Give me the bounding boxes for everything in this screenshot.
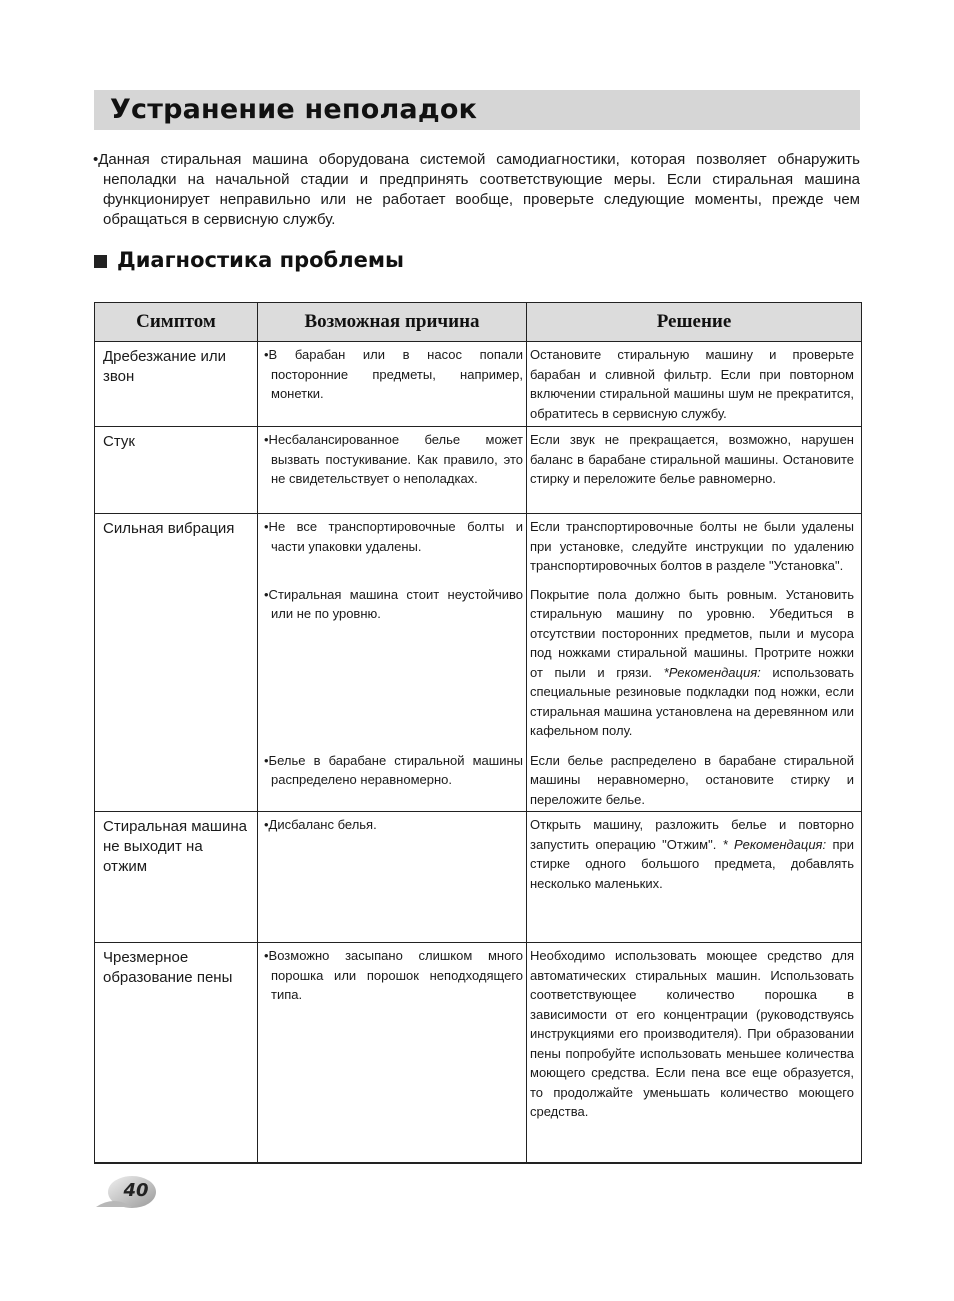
solution-text: использовать специальные резиновые подкладки под ножки, если стиральная машина установлена на деревянном или кафельном полу. (530, 664, 854, 738)
symptom-cell: Дребезжание или звон (103, 348, 227, 385)
cause-cell: •Дисбаланс белья. (264, 817, 377, 832)
symptom-cell: Стиральная машина не выходит на отжим (103, 818, 247, 875)
section-title: Диагностика проблемы (117, 248, 404, 272)
square-bullet-icon (94, 255, 107, 268)
table-header-row (95, 303, 862, 342)
cause-cell: •Возможно засыпано слишком много порошка или порошок неподходящего типа. (264, 948, 523, 1002)
solution-cell: Необходимо использовать моющее средство для автоматических стиральных машин. Использовать соответствующее количество порошка в зависимости от его концентрации (руководствуясь инструкциями его производителя). При образовании пены попробуйте использовать меньшее количества моющего средства. Если пена все еще образуется, то продолжайте уменьшать количество моющего средства. (530, 948, 854, 1119)
solution-cell (527, 812, 861, 893)
table-row (95, 342, 862, 427)
header-cause: Возможная причина (258, 303, 527, 342)
cause-cell: •Белье в барабане стиральной машины распределено неравномерно. (264, 752, 523, 787)
solution-cell: Остановите стиральную машину и проверьте барабан и сливной фильтр. Если при повторном включении стиральной машины шум не прекратится, обратитесь в сервисную службу. (530, 347, 854, 421)
solution-text: Покрытие пола должно быть ровным. Установить стиральную машину по уровню. Убедиться в отсутствии посторонних предметов, пыли и мусора под ножками стиральной машины. Протрите ножки от пыли и грязи. (530, 586, 854, 680)
page-number: 40 (123, 1180, 149, 1201)
intro-paragraph: •Данная стиральная машина оборудована системой самодиагностики, которая позволяет обнаружить неполадки на начальной стадии и предпринять соответствующие меры. Если стиральная машина функционирует неправильно или не работает вообще, проверьте следующие моменты, прежде чем обращаться в сервисную службу. (93, 151, 860, 228)
table-row (95, 812, 862, 943)
cause-cell: •В барабан или в насос попали посторонние предметы, например, монетки. (264, 347, 523, 401)
cause-cell: •Несбалансированное белье может вызвать постукивание. Как правило, это не свидетельствует о неполадках. (264, 432, 523, 486)
section-heading (94, 247, 404, 273)
solution-cell: Если транспортировочные болты не были удалены при установке, следуйте инструкции по удалению транспортировочных болтов в разделе "Установка". (530, 519, 854, 573)
diagnostics-table (94, 302, 862, 1164)
solution-text: Открыть машину, разложить белье и повторно запустить операцию "Отжим". (530, 817, 854, 852)
cause-cell: •Стиральная машина стоит неустойчиво или не по уровню. (264, 586, 523, 621)
symptom-cell: Чрезмерное образование пены (103, 949, 233, 986)
symptom-cell: Стук (103, 433, 135, 450)
solution-text: при стирке одного большого предмета, добавлять несколько маленьких. (530, 836, 854, 891)
header-symptom: Симптом (95, 303, 258, 342)
title-bar (94, 90, 860, 130)
table-row (95, 514, 862, 582)
header-solution: Решение (527, 303, 862, 342)
table-row (95, 427, 862, 514)
table-row (95, 943, 862, 1163)
solution-cell: Если белье распределено в барабане стиральной машины неравномерно, остановите стирку и переложите белье. (530, 752, 854, 807)
page-title: Устранение неполадок (110, 94, 478, 125)
symptom-cell: Сильная вибрация (103, 520, 235, 537)
solution-cell: Если звук не прекращается, возможно, нарушен баланс в барабане стиральной машины. Остановите стирку и переложите белье равномерно. (530, 432, 854, 486)
solution-cell (527, 582, 861, 741)
cause-cell: •Не все транспортировочные болты и части упаковки удалены. (264, 519, 523, 554)
recommendation-label: *Рекомендация: (663, 664, 761, 680)
recommendation-label: * Рекомендация: (722, 836, 827, 852)
